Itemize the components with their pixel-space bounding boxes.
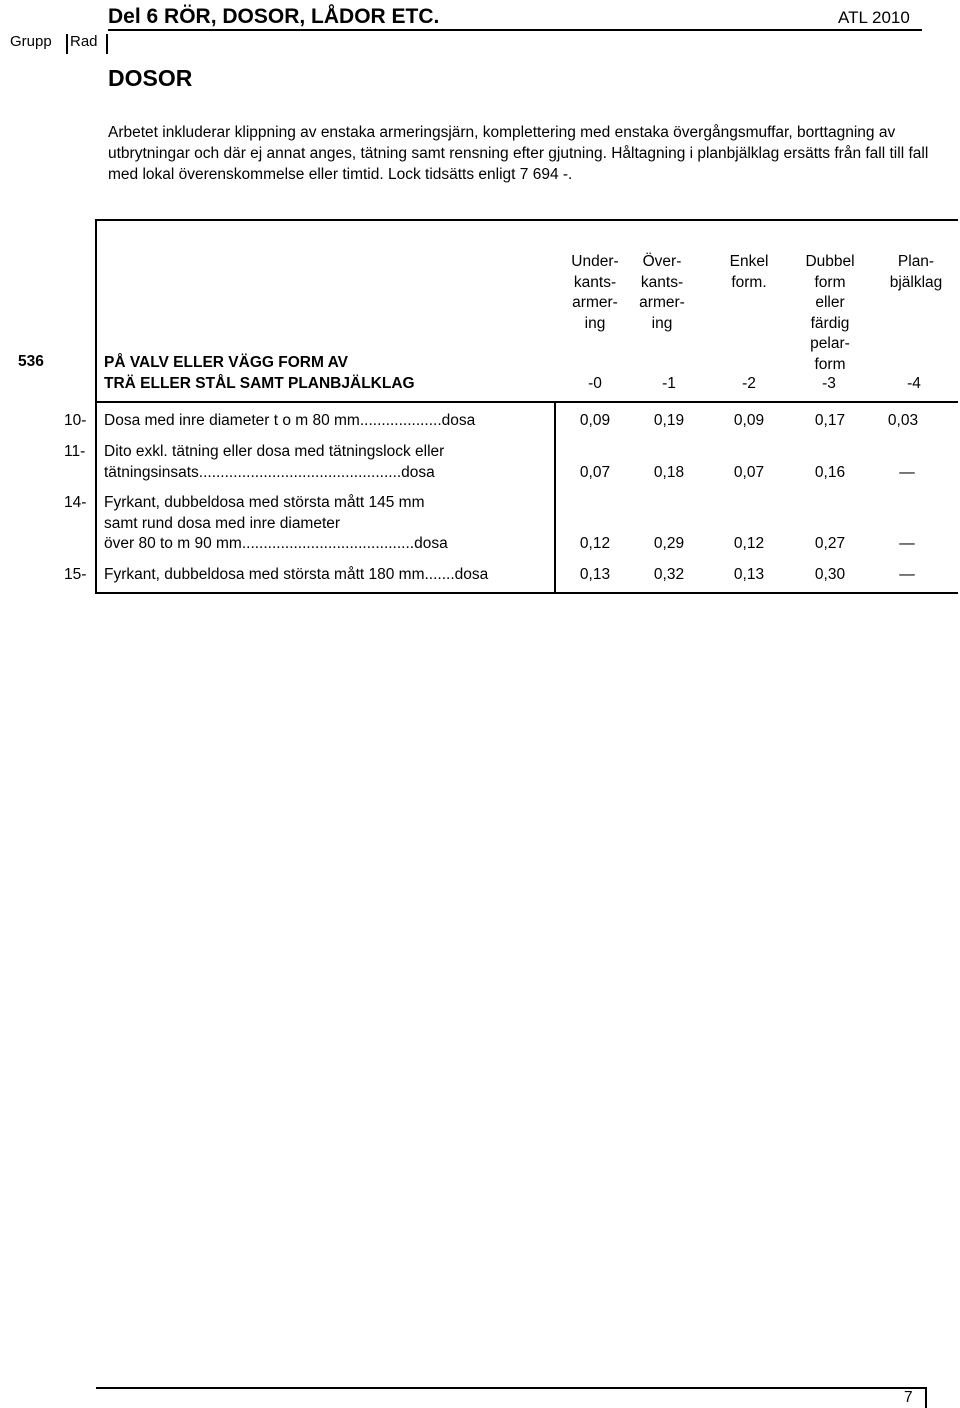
page-number: 7: [904, 1389, 913, 1406]
grupp-label: Grupp: [10, 33, 52, 50]
table-cell: 0,03: [887, 412, 919, 429]
table-cell: 0,12: [579, 535, 611, 552]
table-row-rad: 11-: [64, 443, 86, 460]
table-cell: —: [899, 535, 915, 552]
table-cell: —: [899, 464, 915, 481]
table-row-description: Dosa med inre diameter t o m 80 mm...................dosa: [104, 412, 476, 429]
header-underline: [108, 29, 922, 31]
table-cell: 0,19: [653, 412, 685, 429]
column-suffix-0: -0: [588, 375, 602, 392]
table-cell: 0,13: [733, 566, 765, 583]
table-row-rad: 10-: [64, 412, 87, 429]
table-row-description: Fyrkant, dubbeldosa med största mått 145 mm samt rund dosa med inre diameter över 80 to m 90 mm........................................dosa: [104, 494, 448, 552]
table-cell: 0,29: [653, 535, 685, 552]
column-suffix-2: -2: [742, 375, 756, 392]
column-header-dubbel-form: Dubbel form eller färdig pelar- form: [805, 253, 855, 373]
column-header-overkantsarmering: Över- kants- armer- ing: [639, 253, 685, 332]
table-cell: 0,07: [733, 464, 765, 481]
table-cell: 0,07: [579, 464, 611, 481]
footer-page-box-divider: [925, 1387, 927, 1408]
table-header-separator: [96, 401, 958, 403]
intro-paragraph: Arbetet inkluderar klippning av enstaka armeringsjärn, komplettering med enstaka övergångsmuffar, borttagning av utbrytningar och där ej annat anges, tätning samt rensning efter gjutning. Håltagning i planbjälklag ersätts från fall till fall med lokal överenskommelse eller timtid. Lock tidsätts enligt 7 694 -.: [108, 124, 929, 183]
grupp-rad-divider: [66, 34, 68, 54]
table-row-rad: 14-: [64, 494, 87, 511]
rad-column-divider: [106, 34, 108, 54]
table-row-description: Fyrkant, dubbeldosa med största mått 180 mm.......dosa: [104, 566, 489, 583]
column-header-enkel-form: Enkel form.: [729, 253, 769, 291]
table-cell: 0,16: [814, 464, 846, 481]
table-bottom-border: [96, 592, 958, 594]
description-column-divider: [554, 401, 556, 593]
column-header-planbjalklag: Plan- bjälklag: [889, 253, 943, 291]
column-header-underkantsarmering: Under- kants- armer- ing: [571, 253, 619, 332]
table-cell: 0,18: [653, 464, 685, 481]
column-suffix-4: -4: [907, 375, 921, 392]
table-cell: 0,17: [814, 412, 846, 429]
atl-label: ATL 2010: [838, 8, 910, 27]
group-title: PÅ VALV ELLER VÄGG FORM AV TRÄ ELLER STÅL SAMT PLANBJÄLKLAG: [104, 354, 415, 392]
table-row-rad: 15-: [64, 566, 87, 583]
table-cell: 0,32: [653, 566, 685, 583]
table-left-border: [95, 219, 97, 594]
section-title: DOSOR: [108, 65, 193, 91]
rad-label: Rad: [70, 33, 98, 50]
table-cell: —: [899, 566, 915, 583]
table-row-description: Dito exkl. tätning eller dosa med tätningslock eller tätningsinsats...............................................dosa: [104, 443, 445, 481]
table-cell: 0,12: [733, 535, 765, 552]
group-number: 536: [18, 353, 44, 370]
table-top-border: [96, 219, 958, 221]
table-cell: 0,27: [814, 535, 846, 552]
table-cell: 0,09: [733, 412, 765, 429]
table-cell: 0,30: [814, 566, 846, 583]
column-suffix-3: -3: [822, 375, 836, 392]
column-suffix-1: -1: [662, 375, 676, 392]
footer-line: [96, 1387, 926, 1389]
part-title: Del 6 RÖR, DOSOR, LÅDOR ETC.: [108, 5, 440, 28]
table-cell: 0,09: [579, 412, 611, 429]
table-cell: 0,13: [579, 566, 611, 583]
